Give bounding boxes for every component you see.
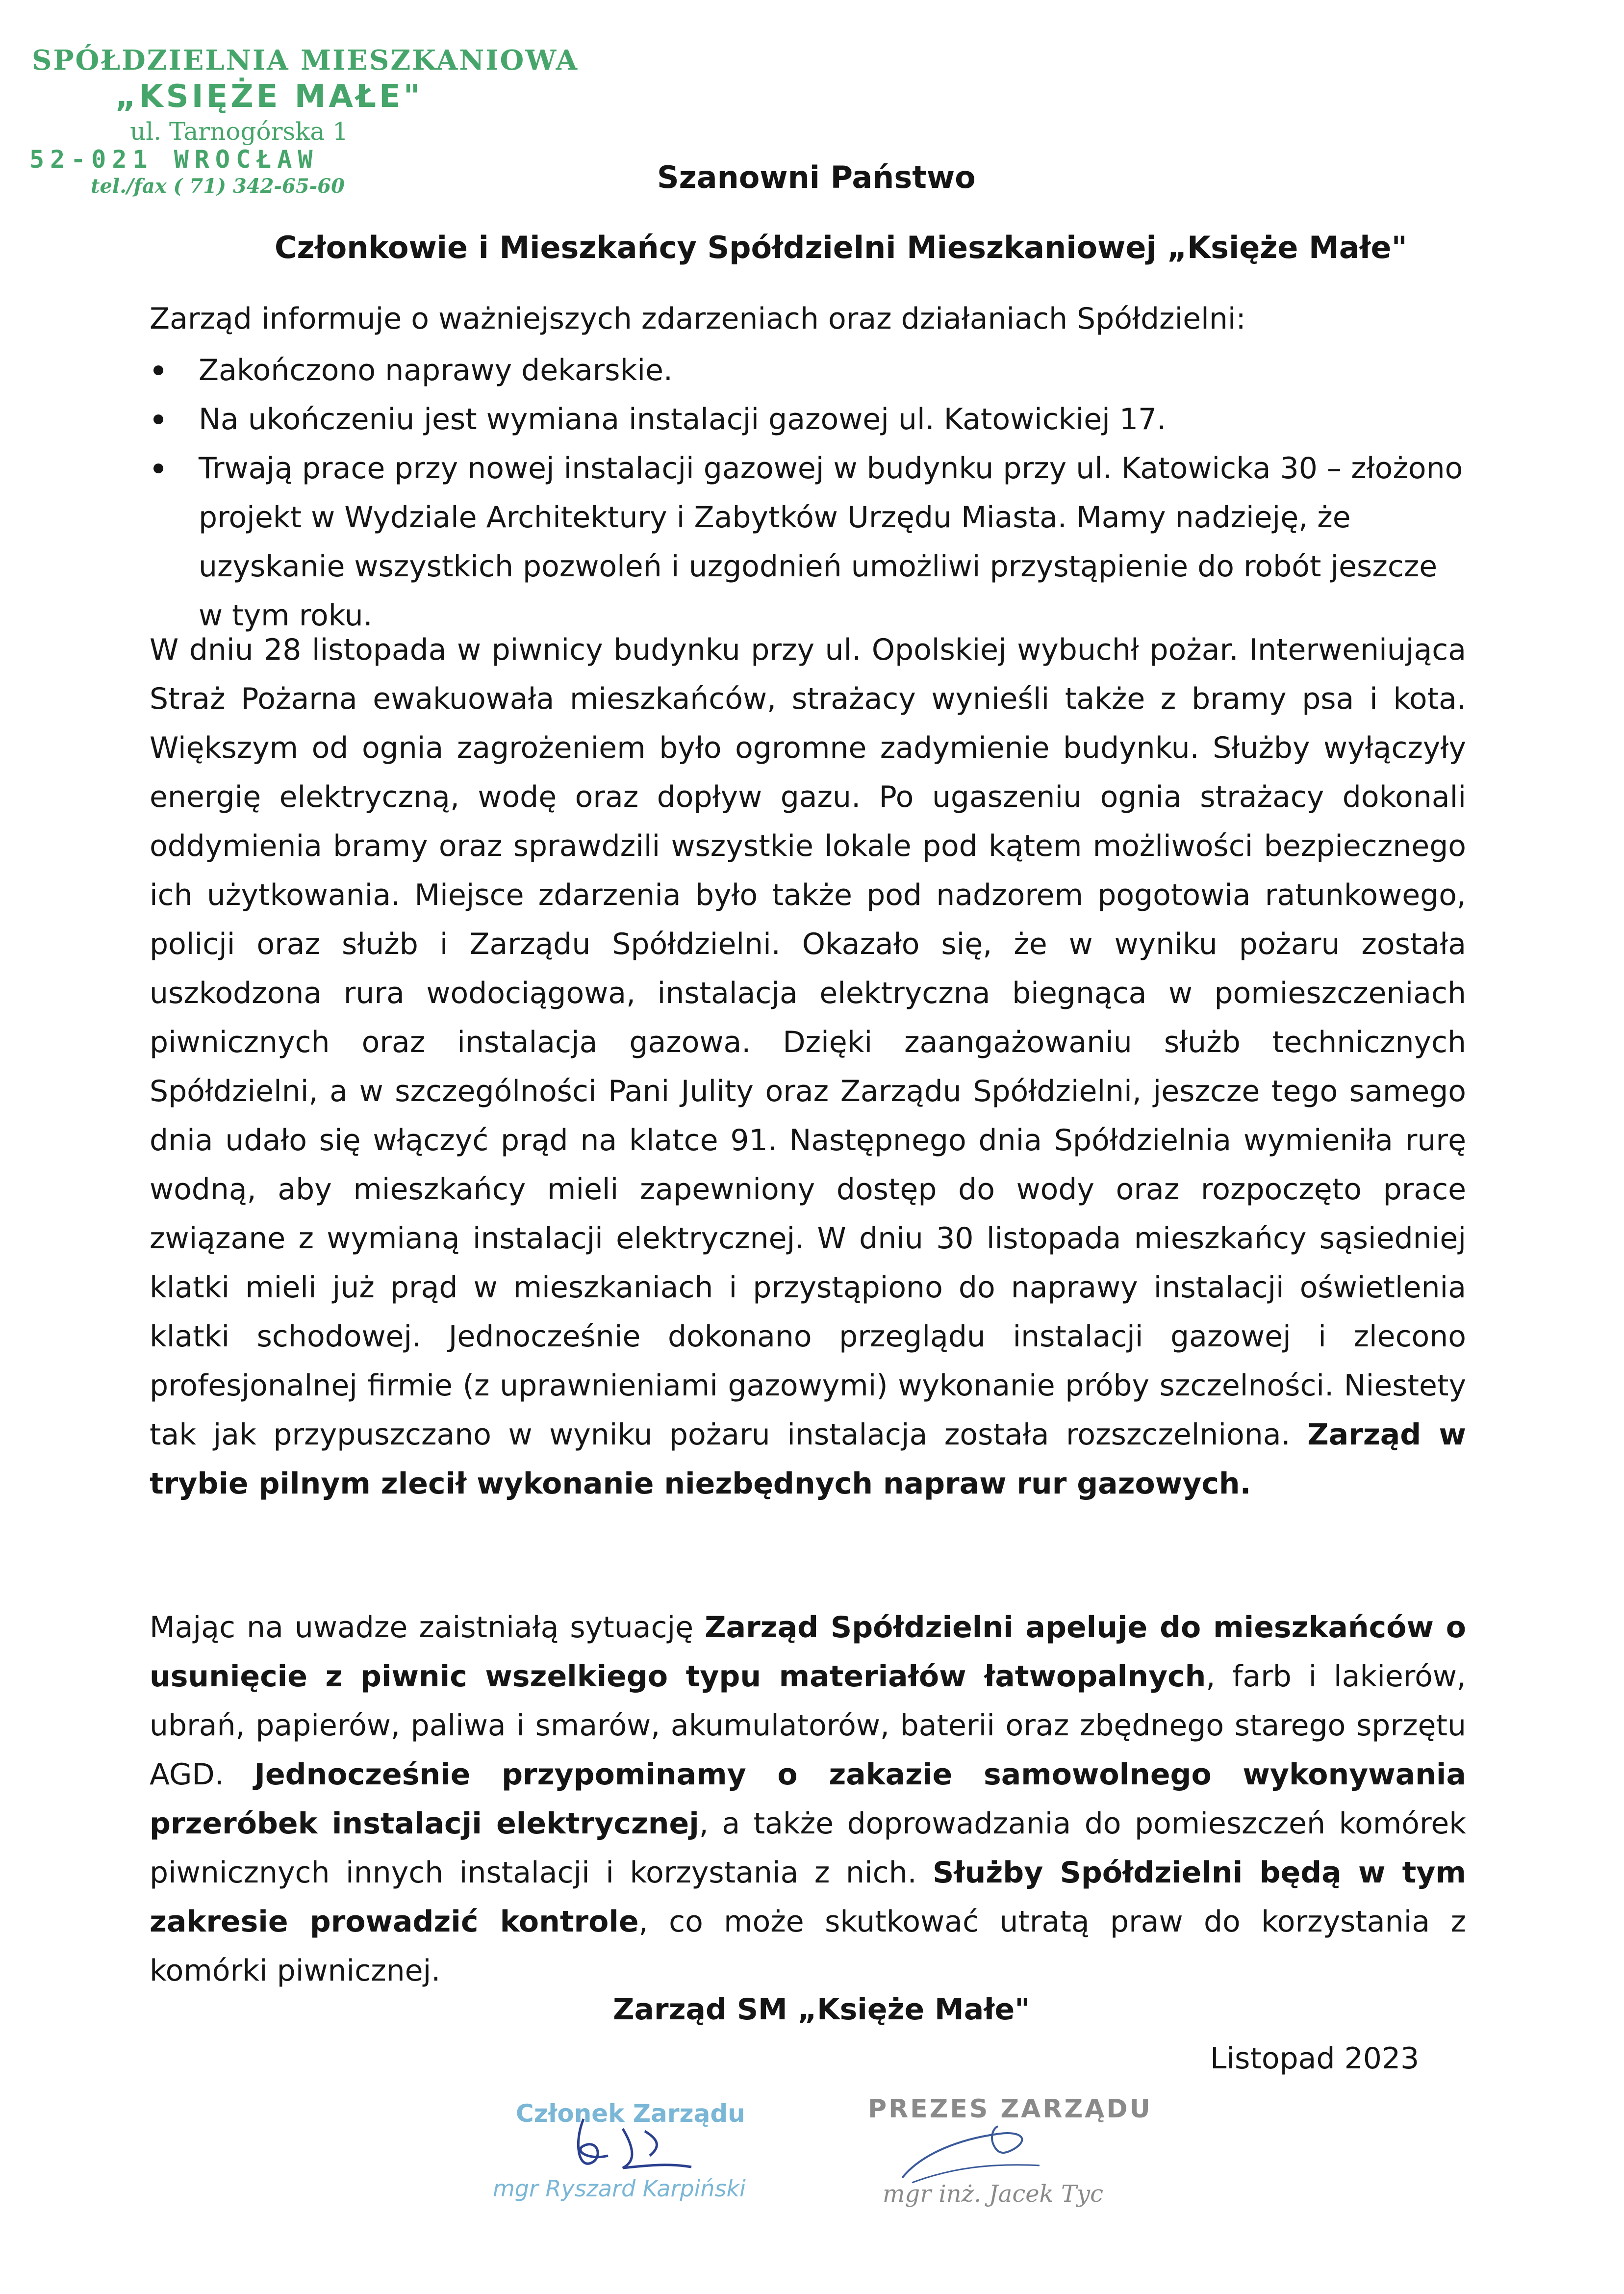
stamp-street: ul. Tarnogórska 1 (130, 117, 348, 146)
board-signoff: Zarząd SM „Księże Małe" (613, 1992, 1030, 2027)
left-handwritten-signature (564, 2109, 721, 2183)
appeal-bold-2: Jednocześnie przypominamy o zakazie samowolnego wykonywania przeróbek instalacji elektrycznej (150, 1757, 1466, 1841)
appeal-bold-3: Służby Spółdzielni będą w tym zakresie prowadzić kontrole (150, 1856, 1466, 1939)
left-signature-name: mgr Ryszard Karpiński (493, 2175, 746, 2202)
recipients-heading: Członkowie i Mieszkańcy Spółdzielni Mieszkaniowej „Księże Małe" (275, 230, 1407, 265)
list-item: Zakończono naprawy dekarskie. (150, 346, 1466, 395)
right-signature-title: PREZES ZARZĄDU (868, 2094, 1152, 2124)
events-list (150, 346, 1466, 640)
appeal-paragraph (150, 1603, 1466, 1995)
fire-report-paragraph (150, 625, 1466, 1508)
appeal-bold-1: Zarząd Spółdzielni apeluje do mieszkańców o usunięcie z piwnic wszelkiego typu materiałów łatwopalnych (150, 1610, 1467, 1694)
list-item: Na ukończeniu jest wymiana instalacji gazowej ul. Katowickiej 17. (150, 395, 1466, 444)
fire-report-bold-conclusion: Zarząd w trybie pilnym zlecił wykonanie niezbędnych napraw rur gazowych. (150, 1418, 1466, 1501)
stamp-phone: tel./fax ( 71) 342-65-60 (91, 175, 345, 198)
salutation: Szanowni Państwo (657, 159, 976, 195)
stamp-city: 52-021 WROCŁAW (29, 145, 319, 174)
fire-report-text: W dniu 28 listopada w piwnicy budynku przy ul. Opolskiej wybuchł pożar. Interweniująca Straż Pożarna ewakuowała mieszkańców, strażacy wynieśli także z bramy psa i kota. Większym od ognia zagrożeniem było ogromne zadymienie budynku. Służby wyłączyły energię elektryczną, wodę oraz dopływ gazu. Po ugaszeniu ognia strażacy dokonali oddymienia bramy oraz sprawdzili wszystkie lokale pod kątem możliwości bezpiecznego ich użytkowania. Miejsce zdarzenia było także pod nadzorem pogotowia ratunkowego, policji oraz służb i Zarządu Spółdzielni. Okazało się, że w wyniku pożaru została uszkodzona rura wodociągowa, instalacja elektryczna biegnąca w pomieszczeniach piwnicznych oraz instalacja gazowa. Dzięki zaangażowaniu służb technicznych Spółdzielni, a w szczególności Pani Julity oraz Zarządu Spółdzielni, jeszcze tego samego dnia udało się włączyć prąd na klatce 91. Następnego dnia Spółdzielnia wymieniła rurę wodną, aby mieszkańcy mieli zapewniony dostęp do wody oraz rozpoczęto prace związane z wymianą instalacji elektrycznej. W dniu 30 listopada mieszkańcy sąsiedniej klatki mieli już prąd w mieszkaniach i przystąpiono do naprawy instalacji oświetlenia klatki schodowej. Jednocześnie dokonano przeglądu instalacji gazowej i zlecono profesjonalnej firmie (z uprawnieniami gazowymi) wykonanie próby szczelności. Niestety tak jak przypuszczano w wyniku pożaru instalacja została rozszczelniona. (150, 633, 1466, 1452)
letter-date: Listopad 2023 (1210, 2041, 1420, 2076)
right-handwritten-signature (892, 2109, 1059, 2188)
stamp-subtitle: „KSIĘŻE MAŁE" (115, 78, 423, 115)
appeal-text-3: , a także doprowadzania do pomieszczeń komórek piwnicznych innych instalacji i korzystania z nich. (150, 1806, 1466, 1890)
appeal-text-2: , farb i lakierów, ubrań, papierów, paliwa i smarów, akumulatorów, baterii oraz zbędnego starego sprzętu AGD. (150, 1659, 1466, 1792)
right-signature-name: mgr inż. Jacek Tyc (883, 2180, 1104, 2208)
intro-line: Zarząd informuje o ważniejszych zdarzeniach oraz działaniach Spółdzielni: (150, 302, 1246, 336)
appeal-text-1: Mając na uwadze zaistniałą sytuację (150, 1610, 705, 1645)
list-item: Trwają prace przy nowej instalacji gazowej w budynku przy ul. Katowicka 30 – złożono projekt w Wydziale Architektury i Zabytków Urzędu Miasta. Mamy nadzieję, że uzyskanie wszystkich pozwoleń i uzgodnień umożliwi przystąpienie do robót jeszcze w tym roku. (150, 444, 1466, 640)
stamp-name: SPÓŁDZIELNIA MIESZKANIOWA (32, 44, 579, 77)
left-signature-title: Członek Zarządu (516, 2099, 745, 2128)
appeal-text-4: , co może skutkować utratą praw do korzystania z komórki piwnicznej. (150, 1905, 1466, 1988)
